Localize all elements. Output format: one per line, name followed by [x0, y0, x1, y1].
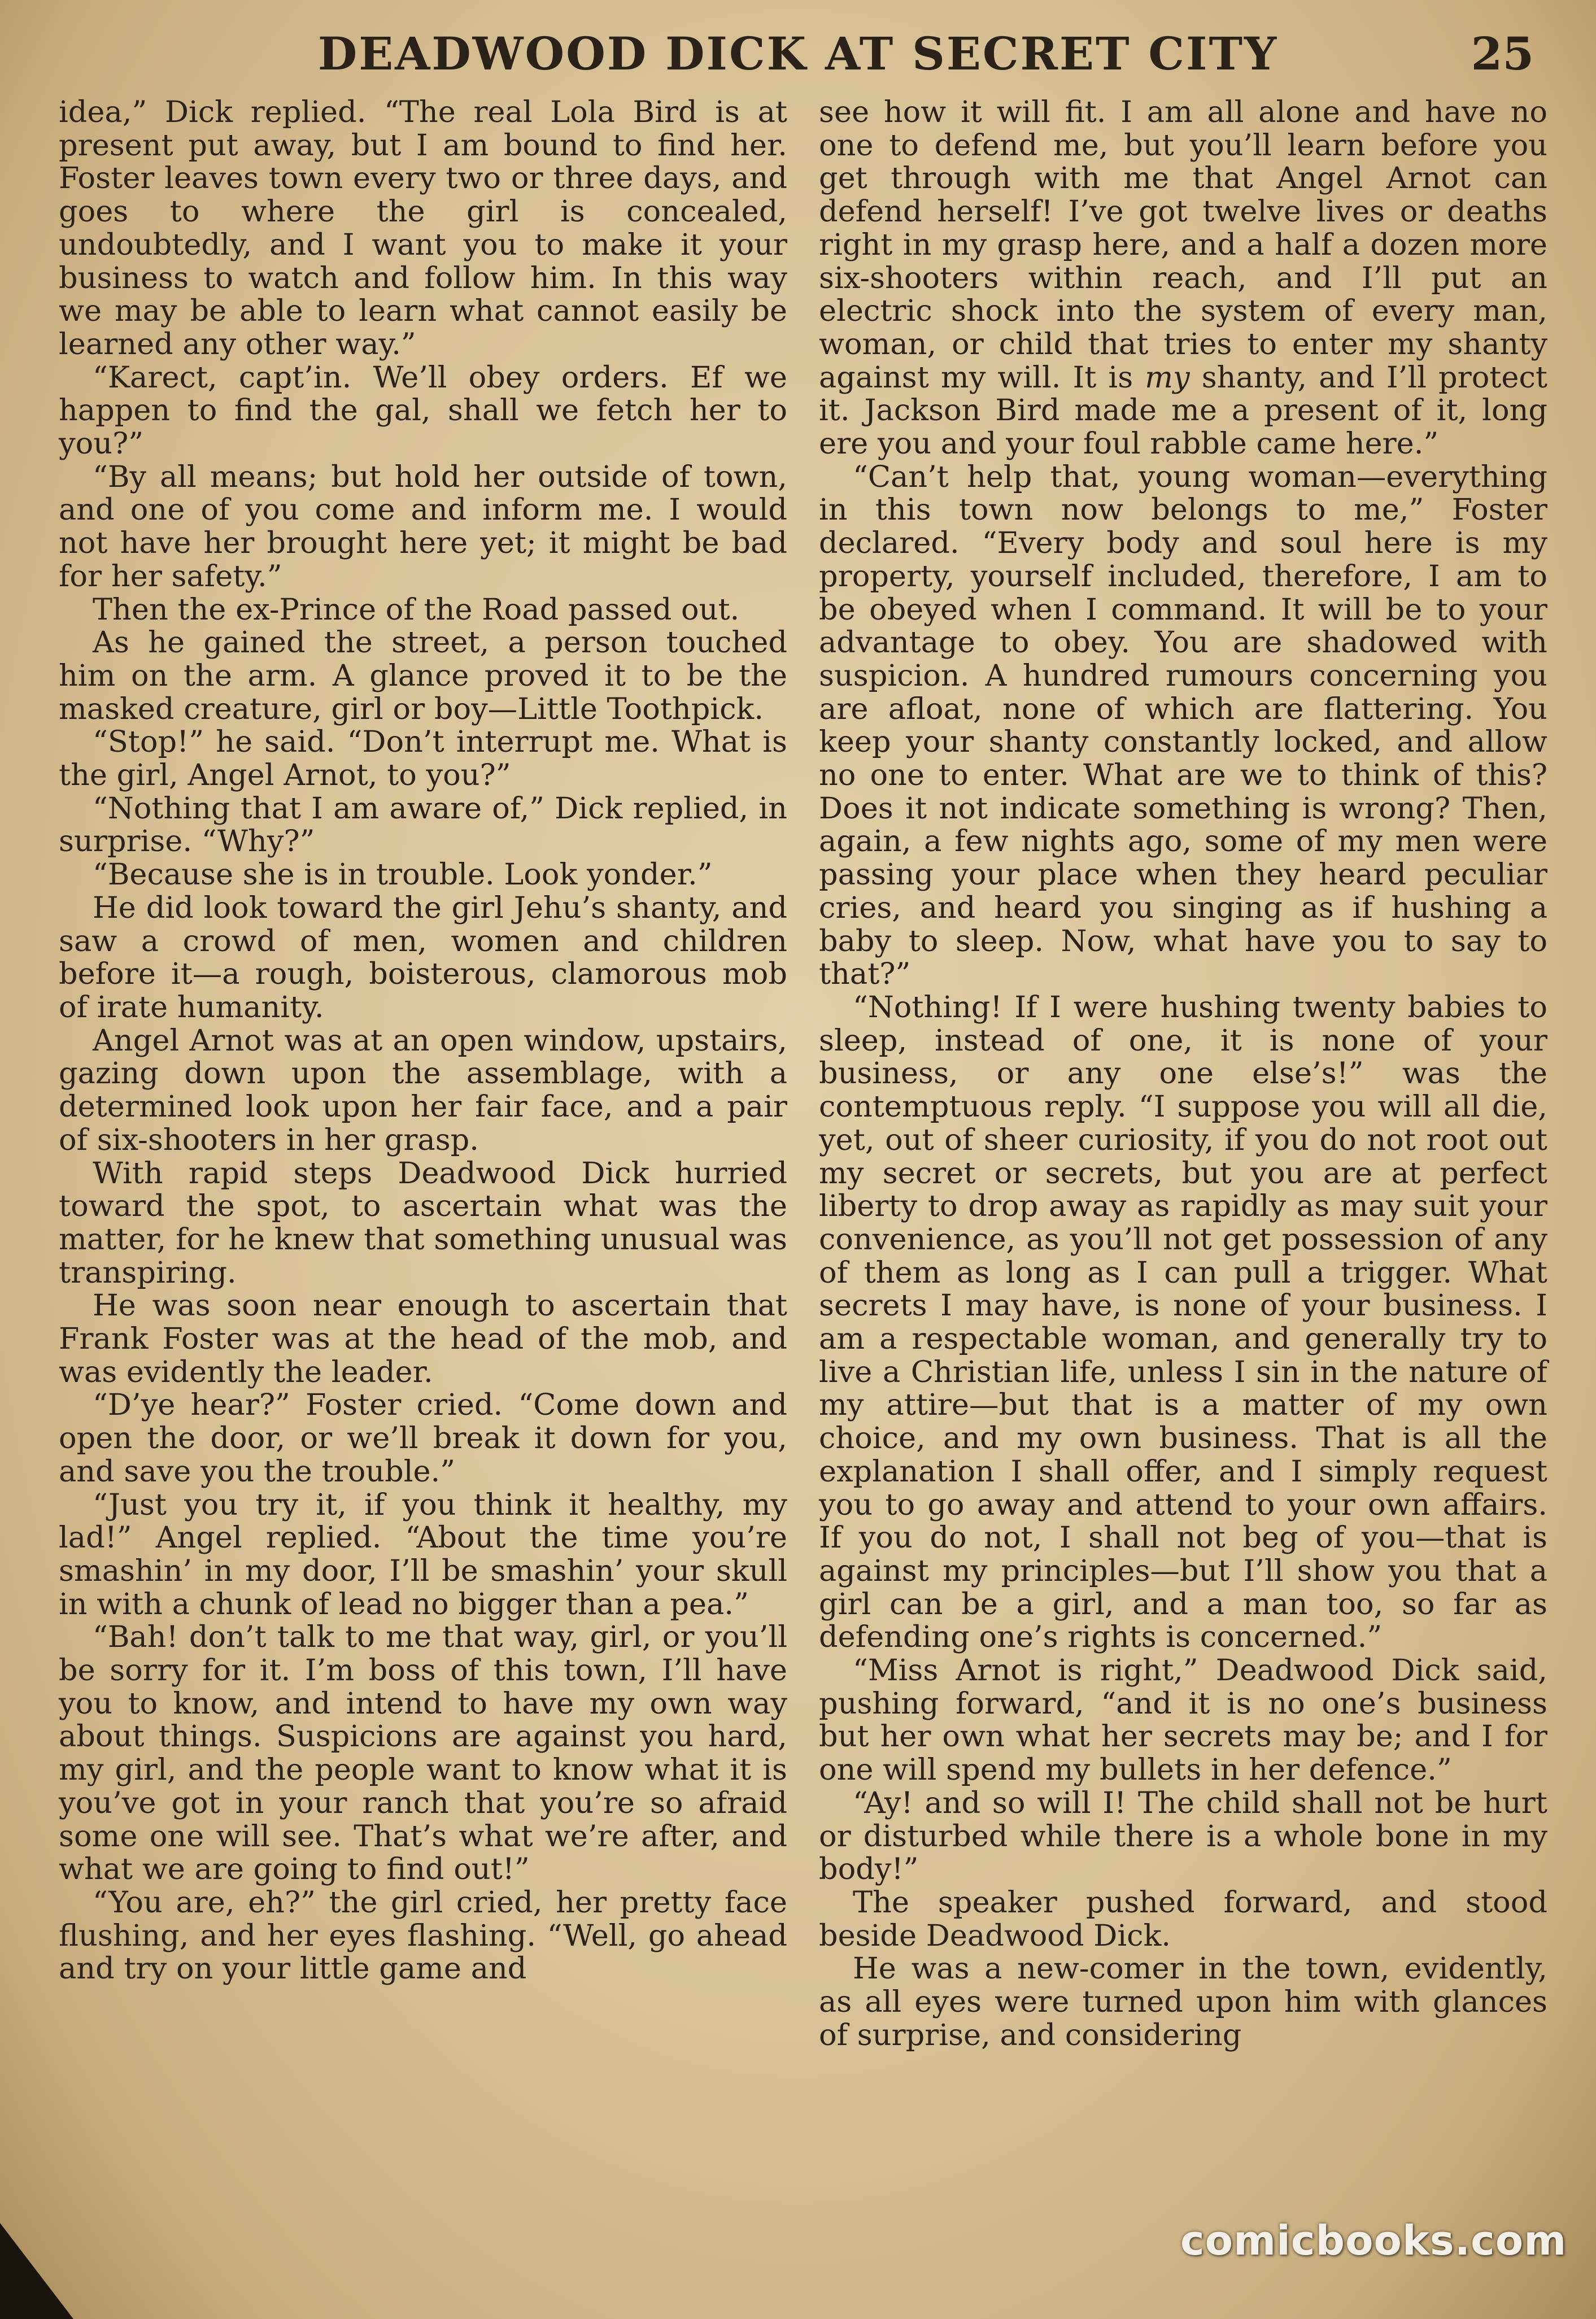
paragraph: He was soon near enough to ascertain that Frank Foster was at the head of the mob, and was evidently the leader.	[59, 1288, 787, 1389]
paragraph: The speaker pushed forward, and stood beside Deadwood Dick.	[819, 1885, 1547, 1953]
paragraph: “Just you try it, if you think it healthy, my lad!” Angel replied. “About the time you’re smashin’ in my door, I’ll be smashin’ your skull in with a chunk of lead no bigger than a pea.”	[59, 1487, 787, 1621]
page-number: 25	[1471, 27, 1534, 80]
paragraph: “Ay! and so will I! The child shall not be hurt or disturbed while there is a whole bone in my body!”	[819, 1785, 1547, 1887]
page-corner-shadow	[0, 2223, 73, 2319]
paragraph: “You are, eh?” the girl cried, her pretty face flushing, and her eyes flashing. “Well, go ahead and try on your little game and	[59, 1885, 787, 1986]
page-header	[0, 27, 1596, 95]
text-run: shanty, and I’ll protect it. Jackson Bird made me a present of it, long ere you and your foul rabble came here.”	[819, 360, 1547, 461]
paragraph: With rapid steps Deadwood Dick hurried toward the spot, to ascertain what was the matter, for he knew that something unusual was transpiring.	[59, 1156, 787, 1290]
paragraph: “Because she is in trouble. Look yonder.”	[93, 857, 713, 892]
paragraph: As he gained the street, a person touched him on the arm. A glance proved it to be the masked creature, girl or boy—Little Toothpick.	[59, 625, 787, 726]
right-column	[819, 96, 1547, 2052]
emphasis: my	[1145, 360, 1190, 395]
paragraph: Then the ex-Prince of the Road passed out.	[93, 592, 740, 627]
paragraph: He did look toward the girl Jehu’s shanty, and saw a crowd of men, women and children before it—a rough, boisterous, clamorous mob of irate humanity.	[59, 890, 787, 1025]
running-title: DEADWOOD DICK AT SECRET CITY	[317, 27, 1279, 80]
paragraph: “D’ye hear?” Foster cried. “Come down and open the door, or we’ll break it down for you, and save you the trouble.”	[59, 1388, 787, 1489]
paragraph: “Miss Arnot is right,” Deadwood Dick said, pushing forward, “and it is no one’s business but her own what her secrets may be; and I for one will spend my bullets in her defence.”	[819, 1653, 1547, 1788]
paragraph: He was a new-comer in the town, evidently, as all eyes were turned upon him with glances of surprise, and considering	[819, 1951, 1547, 2052]
left-column	[59, 96, 787, 1986]
paragraph: “By all means; but hold her outside of town, and one of you come and inform me. I would not have her brought here yet; it might be bad for her safety.”	[59, 459, 787, 594]
paragraph: “Nothing that I am aware of,” Dick replied, in surprise. “Why?”	[59, 791, 787, 859]
paragraph	[819, 96, 1547, 461]
paragraph: “Karect, capt’in. We’ll obey orders. Ef we happen to find the gal, shall we fetch her to you?”	[59, 360, 787, 461]
text-run: see how it will fit. I am all alone and have no one to defend me, but you’ll learn before you get through with me that Angel Arnot can defend herself! I’ve got twelve lives or deaths right in my grasp here, and a half a dozen more six-shooters within reach, and I’ll put an electric shock into the system of every man, woman, or child that tries to enter my shanty against my will. It is	[819, 95, 1547, 395]
paragraph: “Can’t help that, young woman—everything in this town now belongs to me,” Foster declared. “Every body and soul here is my property, yourself included, therefore, I am to be obeyed when I command. It will be to your advantage to obey. You are shadowed with suspicion. A hundred rumours concerning you are afloat, none of which are flattering. You keep your shanty constantly locked, and allow no one to enter. What are we to think of this? Does it not indicate something is wrong? Then, again, a few nights ago, some of my men were passing your place when they heard peculiar cries, and heard you singing as if hushing a baby to sleep. Now, what have you to say to that?”	[819, 459, 1547, 992]
watermark: comicbooks.com	[1180, 2217, 1567, 2264]
paragraph: “Bah! don’t talk to me that way, girl, or you’ll be sorry for it. I’m boss of this town, I’ll have you to know, and intend to have my own way about things. Suspicions are against you hard, my girl, and the people want to know what it is you’ve got in your ranch that you’re so afraid some one will see. That’s what we’re after, and what we are going to find out!”	[59, 1620, 787, 1887]
paragraph: idea,” Dick replied. “The real Lola Bird is at present put away, but I am bound to find her. Foster leaves town every two or three days, and goes to where the girl is concealed, undoubtedly, and I want you to make it your business to watch and follow him. In this way we may be able to learn what cannot easily be learned any other way.”	[59, 95, 787, 361]
paragraph: Angel Arnot was at an open window, upstairs, gazing down upon the assemblage, with a determined look upon her fair face, and a pair of six-shooters in her grasp.	[59, 1023, 787, 1157]
paragraph: “Nothing! If I were hushing twenty babies to sleep, instead of one, it is none of your business, or any one else’s!” was the contemptuous reply. “I suppose you will all die, yet, out of sheer curiosity, if you do not root out my secret or secrets, but you are at perfect liberty to drop away as rapidly as may suit your convenience, as you’ll not get possession of any of them as long as I can pull a trigger. What secrets I may have, is none of your business. I am a respectable woman, and generally try to live a Christian life, unless I sin in the nature of my attire—but that is a matter of my own choice, and my own business. That is all the explanation I shall offer, and I simply request you to go away and attend to your own affairs. If you do not, I shall not beg of you—that is against my principles—but I’ll show you that a girl can be a girl, and a man too, so far as defending one’s rights is concerned.”	[819, 990, 1547, 1655]
paragraph: “Stop!” he said. “Don’t interrupt me. What is the girl, Angel Arnot, to you?”	[59, 725, 787, 793]
